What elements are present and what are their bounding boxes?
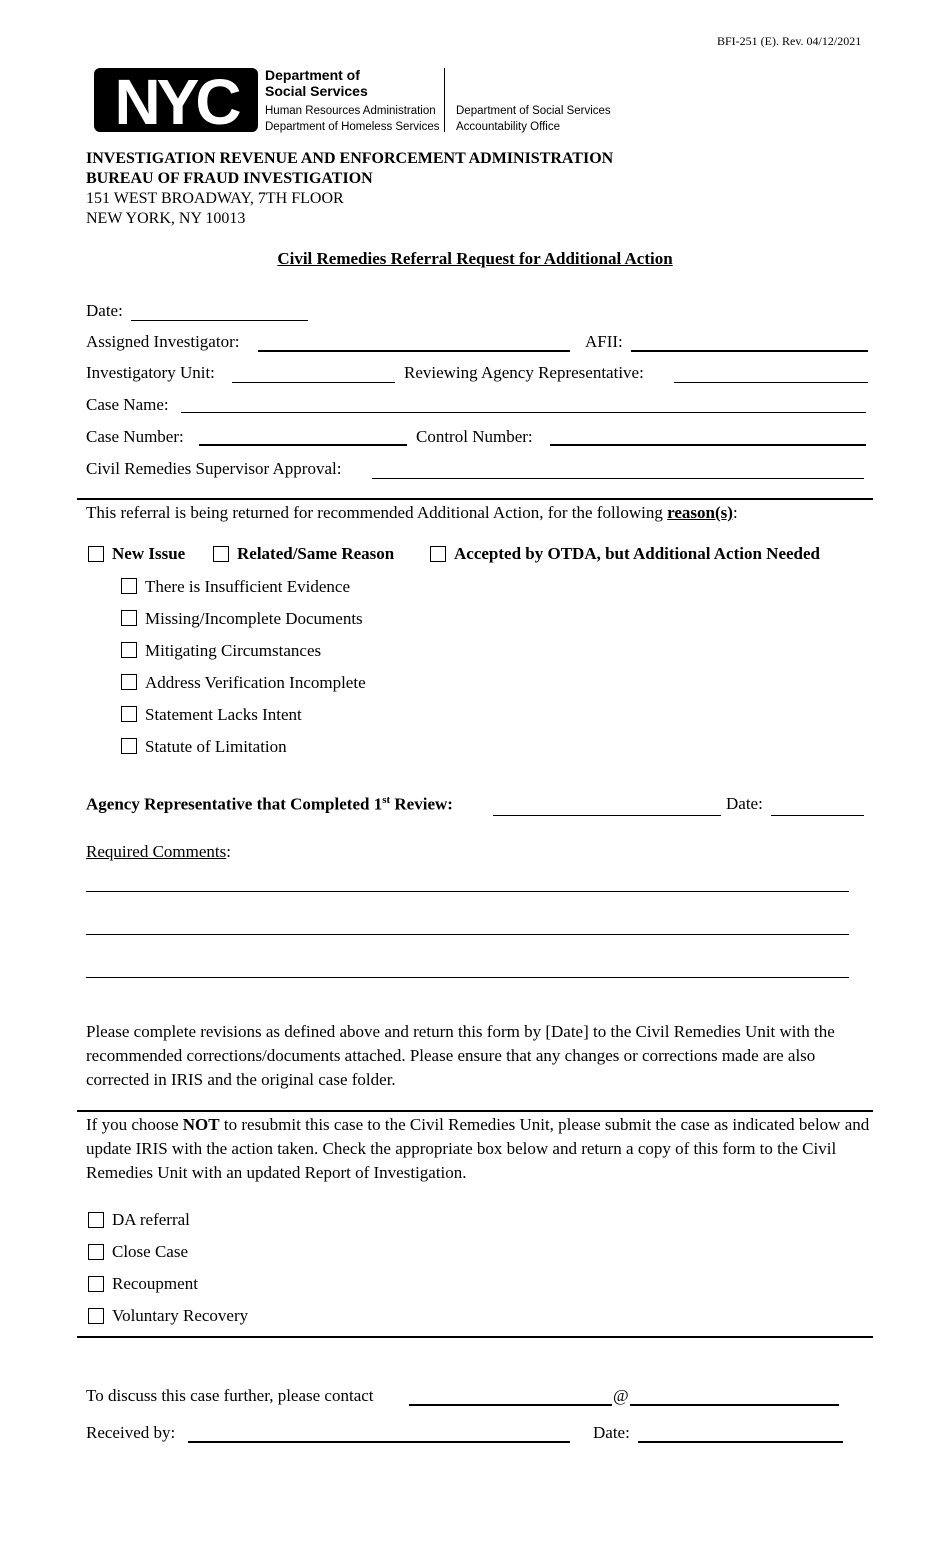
logo-divider: [444, 68, 445, 132]
comment-line-2[interactable]: [86, 915, 849, 935]
address-verification-label: Address Verification Incomplete: [145, 673, 366, 692]
section-divider-2: [77, 1110, 873, 1112]
voluntary-recovery-label: Voluntary Recovery: [112, 1306, 249, 1325]
referral-intro-text: This referral is being returned for recommended Additional Action, for the following: [86, 503, 668, 522]
case-name-label: Case Name:: [86, 395, 169, 414]
related-same-reason-checkbox[interactable]: [213, 546, 229, 562]
contact-at-sign: @: [613, 1386, 629, 1405]
logo-dept-line1: Department of: [265, 67, 360, 83]
nyc-logo-mark: [94, 68, 258, 132]
reason-word: reason(s): [667, 503, 733, 522]
nyc-logo-text: NYC: [114, 68, 238, 132]
received-date-field[interactable]: [638, 1424, 843, 1443]
contact-label: To discuss this case further, please contact: [86, 1386, 374, 1405]
comment-line-1[interactable]: [86, 872, 849, 892]
header-line1: INVESTIGATION REVENUE AND ENFORCEMENT ADMINISTRATION: [86, 150, 614, 167]
comments-label-text: Required Comments: [86, 842, 227, 861]
header-line2: BUREAU OF FRAUD INVESTIGATION: [86, 170, 373, 187]
header-line3: 151 WEST BROADWAY, 7TH FLOOR: [86, 190, 344, 207]
review-label: [86, 794, 453, 815]
new-issue-label: New Issue: [112, 544, 186, 563]
referral-intro: [86, 503, 738, 523]
accepted-otda-label: Accepted by OTDA, but Additional Action Needed: [454, 544, 820, 563]
da-referral-label: DA referral: [112, 1210, 190, 1229]
new-issue-checkbox[interactable]: [88, 546, 104, 562]
mitigating-circumstances-label: Mitigating Circumstances: [145, 641, 322, 660]
comment-line-3[interactable]: [86, 957, 849, 978]
not-resubmit-part2: to resubmit this case to the Civil Remedies Unit, please submit the case as indicated below and update IRIS with the action taken. Check the appropriate box below and return a copy of this form to the Civil Remedies Unit with an updated Report of Investigation.: [86, 1115, 870, 1182]
investigatory-unit-field[interactable]: [232, 364, 395, 383]
page-title: Civil Remedies Referral Request for Additional Action: [277, 249, 673, 268]
reviewing-rep-field[interactable]: [674, 364, 868, 383]
da-referral-checkbox[interactable]: [88, 1212, 104, 1228]
logo-dept-line2: Social Services: [265, 83, 368, 99]
insufficient-evidence-checkbox[interactable]: [121, 578, 137, 594]
assigned-investigator-field[interactable]: [258, 333, 570, 352]
not-resubmit-bold: NOT: [182, 1115, 220, 1134]
insufficient-evidence-label: There is Insufficient Evidence: [145, 577, 351, 596]
investigatory-unit-label: Investigatory Unit:: [86, 363, 215, 382]
contact-name-field[interactable]: [409, 1387, 612, 1406]
statement-lacks-intent-checkbox[interactable]: [121, 706, 137, 722]
header-line4: NEW YORK, NY 10013: [86, 210, 246, 227]
received-by-label: Received by:: [86, 1423, 176, 1442]
review-date-field[interactable]: [771, 797, 864, 816]
missing-documents-label: Missing/Incomplete Documents: [145, 609, 363, 628]
statute-limitation-label: Statute of Limitation: [145, 737, 287, 756]
accepted-otda-checkbox[interactable]: [430, 546, 446, 562]
contact-extension-field[interactable]: [630, 1387, 839, 1406]
section-divider: [77, 498, 873, 500]
referral-colon: :: [732, 503, 738, 522]
comments-colon: :: [226, 842, 231, 861]
supervisor-approval-field[interactable]: [372, 460, 864, 479]
afii-label: AFII:: [585, 332, 623, 351]
date-label: Date:: [86, 301, 123, 320]
case-name-field[interactable]: [181, 396, 866, 413]
logo-dept-line4: Department of Homeless Services: [265, 121, 440, 133]
received-by-field[interactable]: [188, 1424, 570, 1443]
voluntary-recovery-checkbox[interactable]: [88, 1308, 104, 1324]
not-resubmit-text: [86, 1113, 876, 1185]
mitigating-circumstances-checkbox[interactable]: [121, 642, 137, 658]
control-number-label: Control Number:: [416, 427, 533, 446]
reviewing-rep-label: Reviewing Agency Representative:: [404, 363, 644, 382]
section-divider-3: [77, 1336, 873, 1338]
afii-field[interactable]: [631, 333, 868, 352]
review-date-label: Date:: [726, 794, 763, 813]
control-number-field[interactable]: [550, 428, 866, 446]
assigned-investigator-label: Assigned Investigator:: [86, 332, 240, 351]
comments-label: [86, 842, 231, 862]
case-number-label: Case Number:: [86, 427, 184, 446]
form-code: BFI-251 (E). Rev. 04/12/2021: [717, 34, 862, 48]
logo-dept-line3: Human Resources Administration: [265, 105, 436, 117]
not-resubmit-part1: If you choose: [86, 1115, 183, 1134]
related-same-reason-label: Related/Same Reason: [237, 544, 395, 563]
review-label-prefix: Agency Representative that Completed 1: [86, 794, 383, 814]
recoupment-checkbox[interactable]: [88, 1276, 104, 1292]
supervisor-approval-label: Civil Remedies Supervisor Approval:: [86, 459, 342, 478]
review-label-suffix: Review:: [390, 794, 453, 814]
review-representative-field[interactable]: [493, 797, 721, 816]
logo-office-line2: Accountability Office: [456, 121, 560, 133]
logo-office-line1: Department of Social Services: [456, 105, 611, 117]
close-case-checkbox[interactable]: [88, 1244, 104, 1260]
review-label-sup: st: [382, 794, 391, 806]
recoupment-label: Recoupment: [112, 1274, 198, 1293]
statute-limitation-checkbox[interactable]: [121, 738, 137, 754]
close-case-label: Close Case: [112, 1242, 189, 1261]
date-field[interactable]: [131, 302, 308, 321]
statement-lacks-intent-label: Statement Lacks Intent: [145, 705, 302, 724]
received-date-label: Date:: [593, 1423, 630, 1442]
instructions-text: Please complete revisions as defined above and return this form by [Date] to the Civil Remedies Unit with the recommended corrections/documents attached. Please ensure that any changes or corrections made are also corrected in IRIS and the original case folder.: [86, 1022, 835, 1089]
case-number-field[interactable]: [199, 428, 407, 446]
missing-documents-checkbox[interactable]: [121, 610, 137, 626]
address-verification-checkbox[interactable]: [121, 674, 137, 690]
